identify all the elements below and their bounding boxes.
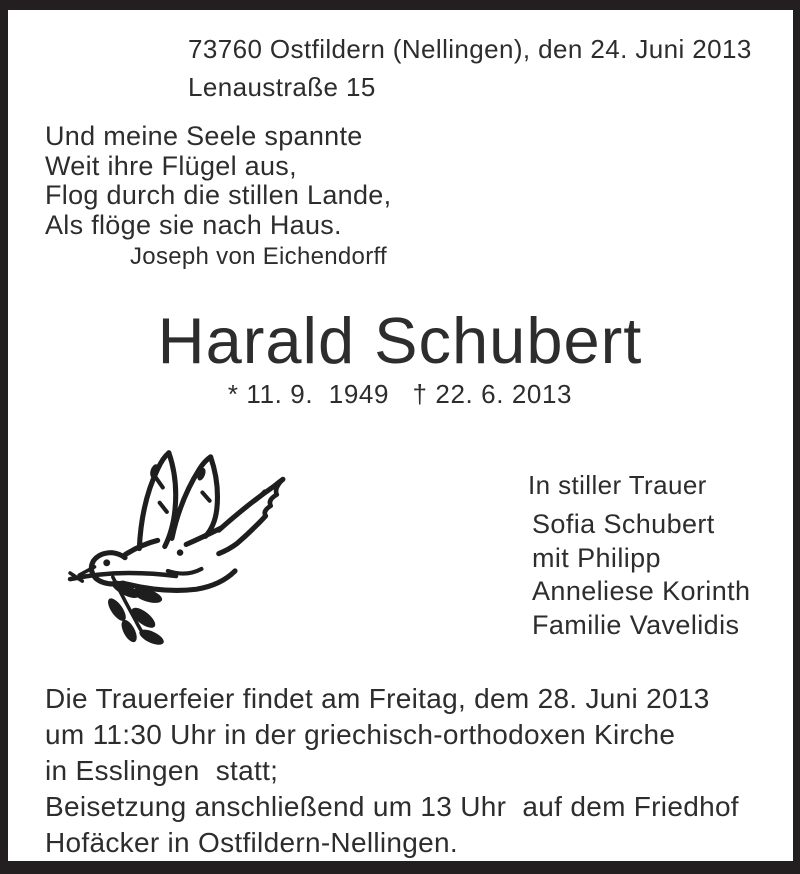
funeral-detail-line: Die Trauerfeier findet am Freitag, dem 28. Juni 2013 [45,683,710,714]
dove-with-olive-branch-icon [66,446,288,646]
mourner-name: Anneliese Korinth [532,576,751,606]
mourners-list [532,508,750,642]
poem-attribution: Joseph von Eichendorff [130,243,387,270]
deceased-name: Harald Schubert [157,304,643,377]
poem-line: Und meine Seele spannte [45,121,363,151]
funeral-detail-line: Beisetzung anschließend um 13 Uhr auf dem Friedhof [45,791,739,822]
funeral-detail-line: in Esslingen statt; [45,755,279,786]
mourner-name: Sofia Schubert [532,509,715,539]
dateline-city-date: 73760 Ostfildern (Nellingen), den 24. Juni 2013 [188,34,752,64]
mourner-name: mit Philipp [532,542,661,573]
poem-line: Weit ihre Flügel aus, [45,150,297,181]
poem-line: Flog durch die stillen Lande, [45,180,392,210]
poem-block [45,122,391,272]
mourners-heading: In stiller Trauer [528,470,707,500]
poem-line: Als flöge sie nach Haus. [45,209,342,240]
deceased-birth-death-dates: * 11. 9. 1949 † 22. 6. 2013 [227,379,573,409]
funeral-details-block [45,681,739,861]
dateline-street: Lenaustraße 15 [188,72,376,102]
funeral-detail-line: um 11:30 Uhr in der griechisch-orthodoxen Kirche [45,719,676,750]
mourner-name: Familie Vavelidis [532,609,740,640]
funeral-detail-line: Hofäcker in Ostfildern-Nellingen. [45,827,458,858]
dateline-block [188,30,752,106]
